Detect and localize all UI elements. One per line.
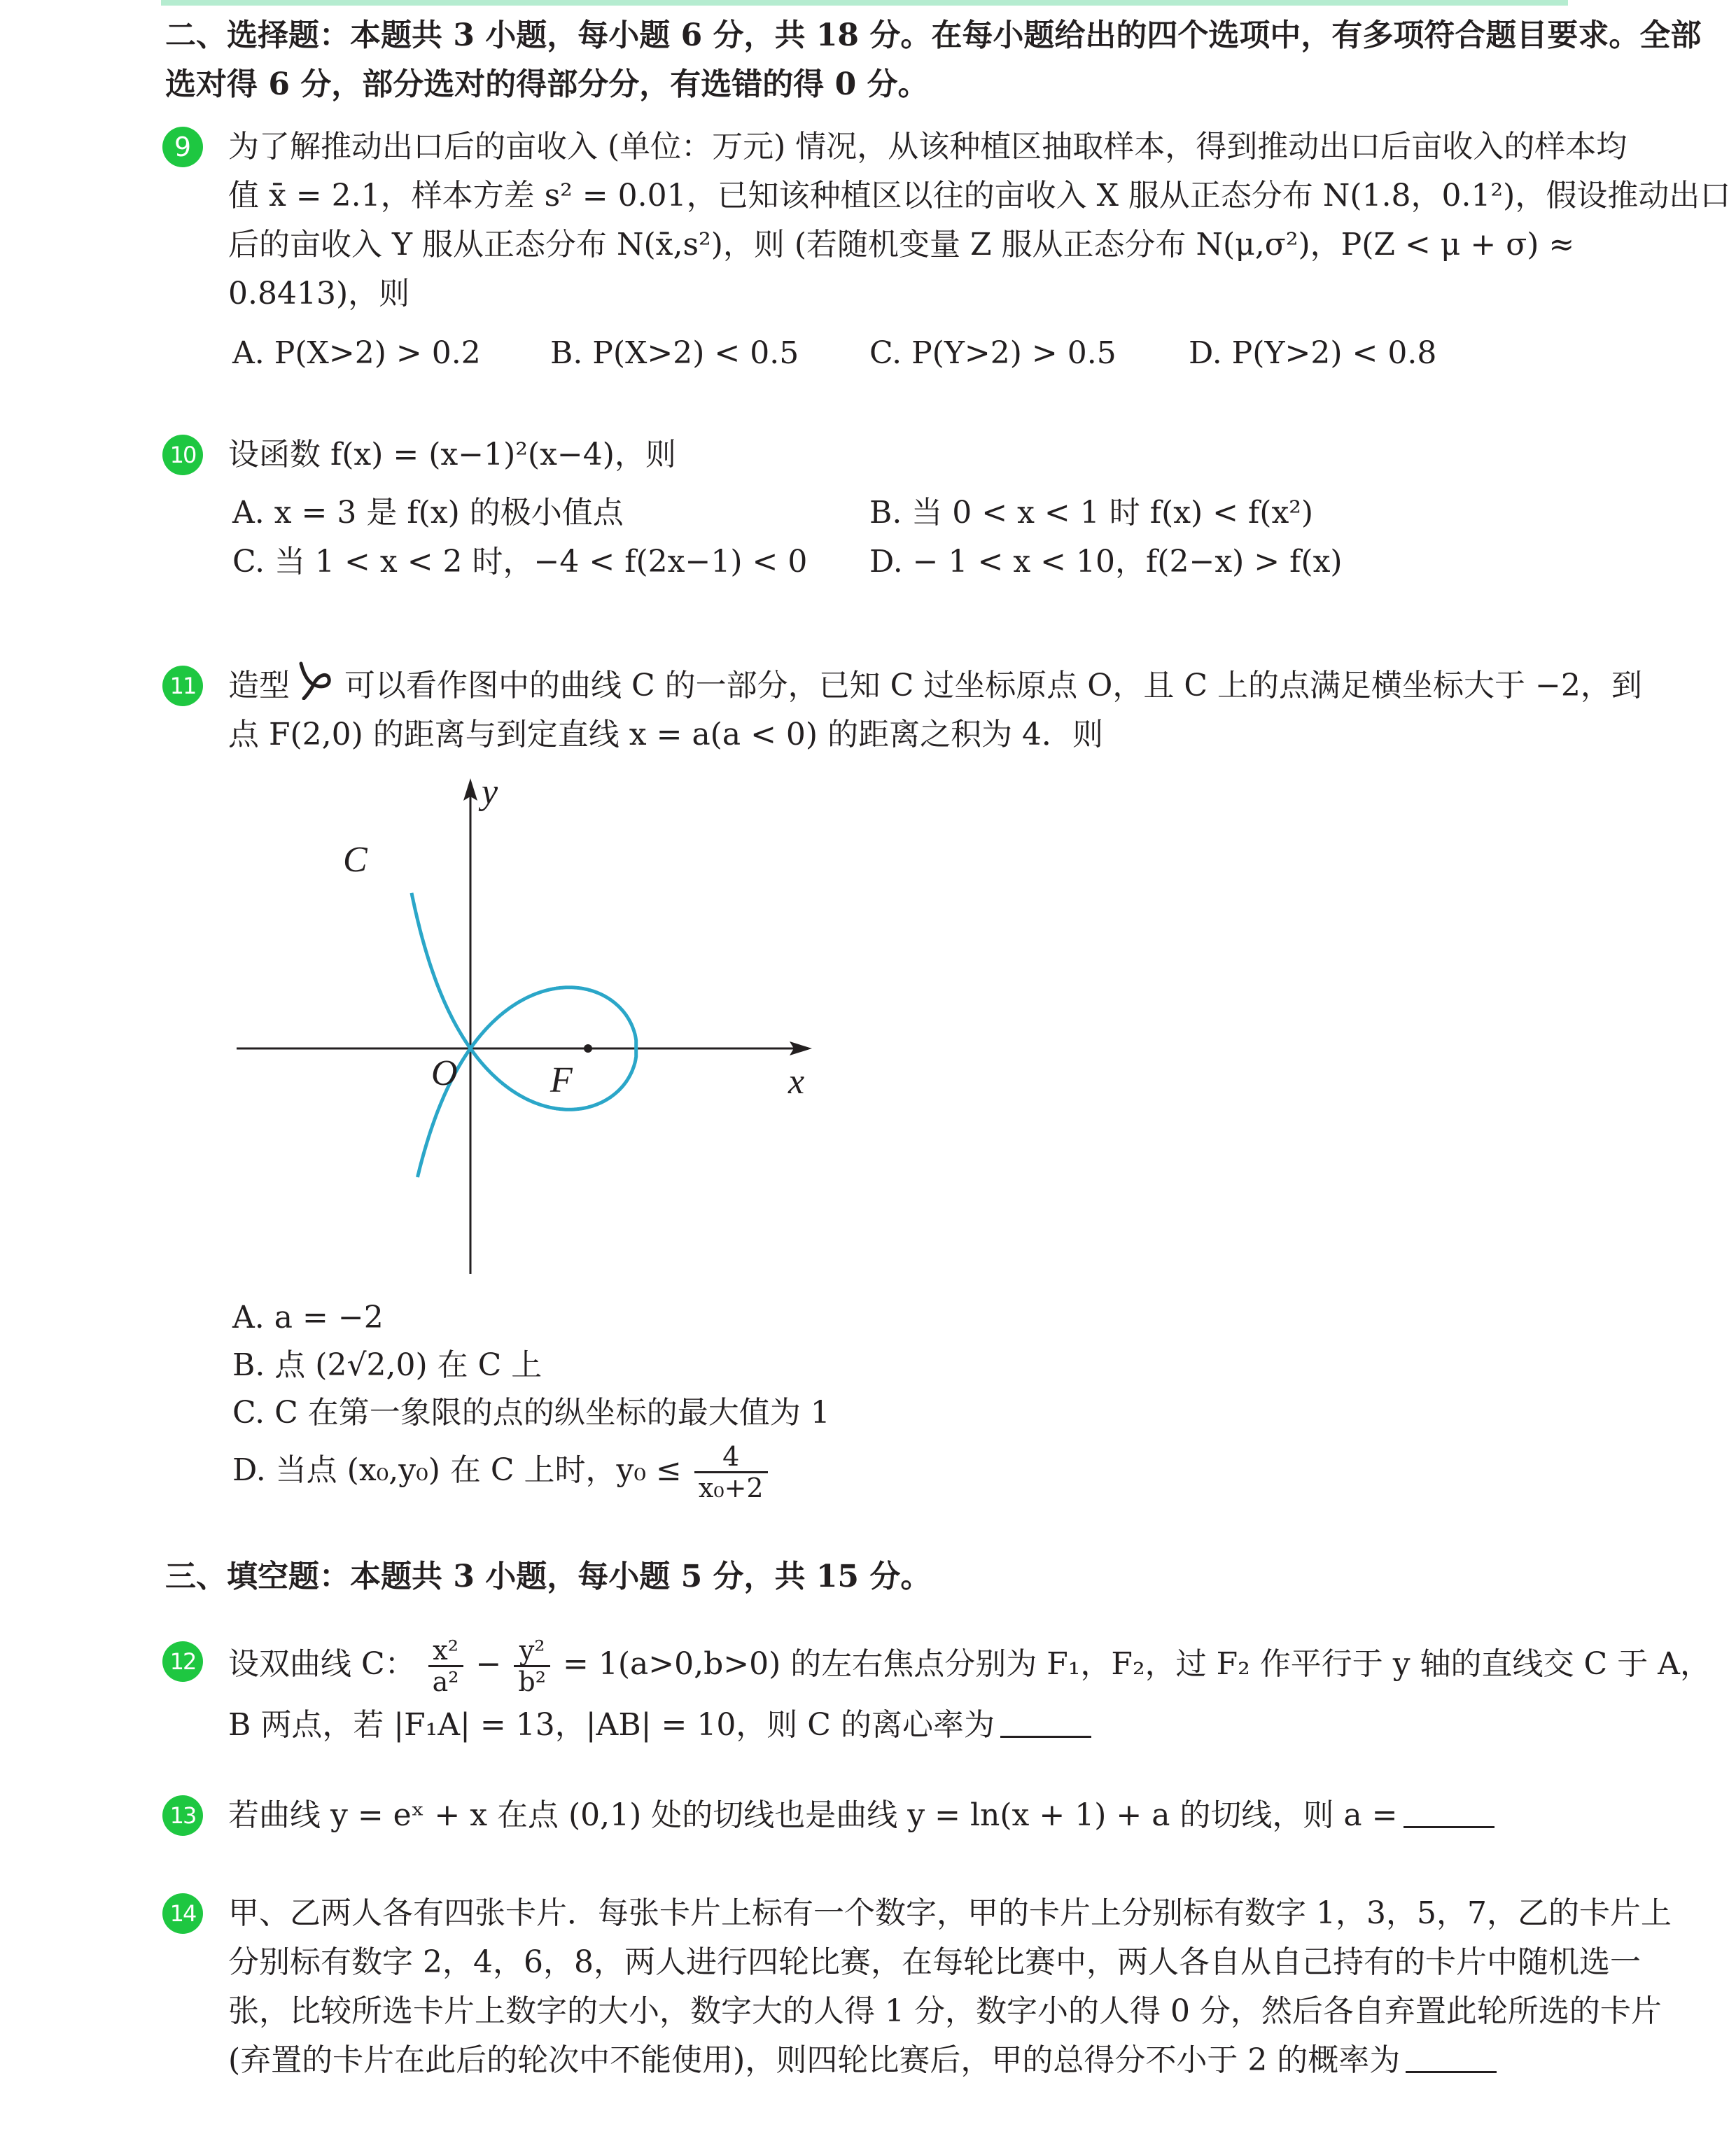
q12-fraction-y <box>514 1637 550 1695</box>
origin-label-o: O <box>431 1053 458 1093</box>
q9-text-line3: 后的亩收入 Y 服从正态分布 N(x̄,s²)，则 (若随机变量 Z 服从正态分布 N(μ,σ²)，P(Z < μ + σ) ≈ <box>228 227 1575 262</box>
focus-point-f <box>584 1044 592 1053</box>
q11-option-d <box>232 1443 771 1501</box>
x-axis-label: x <box>788 1062 805 1102</box>
q11-text-line2: 点 F(2,0) 的距离与到定直线 x = a(a < 0) 的距离之积为 4．则 <box>228 717 1104 752</box>
q9-option-a: A. P(X>2) > 0.2 <box>232 335 481 371</box>
curve-shape-glyph-icon <box>294 658 336 700</box>
q9-option-d: D. P(Y>2) < 0.8 <box>1189 335 1437 371</box>
section2-heading-line2: 选对得 6 分，部分选对的得部分分，有选错的得 0 分。 <box>165 66 929 102</box>
q12-minus: − <box>475 1646 502 1682</box>
q12-frac2-num: y² <box>514 1637 550 1667</box>
question-11-number: 11 <box>162 666 203 706</box>
q12-fraction-x <box>428 1637 463 1695</box>
section3-heading: 三、填空题：本题共 3 小题，每小题 5 分，共 15 分。 <box>165 1559 932 1594</box>
question-9-number: 9 <box>162 127 203 167</box>
q11-option-a: A. a = −2 <box>232 1300 384 1335</box>
top-accent-bar <box>161 0 1568 6</box>
question-12-number: 12 <box>162 1641 203 1682</box>
q9-option-c: C. P(Y>2) > 0.5 <box>869 335 1116 371</box>
q12-answer-blank <box>1000 1705 1091 1738</box>
curve-label-c: C <box>343 840 368 880</box>
q10-option-a: A. x = 3 是 f(x) 的极小值点 <box>232 495 624 531</box>
q12-frac2-den: b² <box>518 1666 546 1697</box>
q12-frac1-den: a² <box>432 1666 459 1697</box>
question-13-number: 13 <box>162 1795 203 1836</box>
q10-option-d: D. − 1 < x < 10，f(2−x) > f(x) <box>869 544 1343 580</box>
q12-suffix: = 1(a>0,b>0) 的左右焦点分别为 F₁，F₂，过 F₂ 作平行于 y 轴的直线交 C 于 A， <box>562 1646 1711 1682</box>
q10-stem: 设函数 f(x) = (x−1)²(x−4)，则 <box>228 437 676 472</box>
q12-line2 <box>228 1701 1091 1750</box>
q10-option-b: B. 当 0 < x < 1 时 f(x) < f(x²) <box>869 495 1314 531</box>
q13-text: 若曲线 y = eˣ + x 在点 (0,1) 处的切线也是曲线 y = ln(x + 1) + a 的切线，则 a = <box>228 1797 1398 1833</box>
q13-line <box>228 1791 1494 1840</box>
question-10-number: 10 <box>162 435 203 475</box>
q11-option-d-numerator: 4 <box>694 1443 768 1473</box>
q11-text-line1-b: 可以看作图中的曲线 C 的一部分，已知 C 过坐标原点 O，且 C 上的点满足横坐标大于 −2，到 <box>344 668 1642 703</box>
q12-prefix: 设双曲线 C： <box>228 1646 416 1682</box>
q14-line4-text: (弃置的卡片在此后的轮次中不能使用)，则四轮比赛后，甲的总得分不小于 2 的概率为 <box>228 2042 1401 2078</box>
q14-answer-blank <box>1406 2040 1497 2073</box>
question-14-number: 14 <box>162 1893 203 1934</box>
q11-option-b: B. 点 (2√2,0) 在 C 上 <box>232 1347 542 1383</box>
q14-line1: 甲、乙两人各有四张卡片．每张卡片上标有一个数字，甲的卡片上分别标有数字 1，3，5，7，乙的卡片上 <box>228 1895 1672 1931</box>
q11-text-line1-a: 造型 <box>228 668 290 703</box>
q9-text-line4: 0.8413)，则 <box>228 276 410 311</box>
q14-line4 <box>228 2036 1497 2085</box>
q11-option-d-denominator: x₀+2 <box>698 1473 764 1503</box>
q9-text-line1: 为了解推动出口后的亩收入 (单位：万元) 情况，从该种植区抽取样本，得到推动出口后亩收入的样本均 <box>228 129 1628 164</box>
focus-label-f: F <box>550 1060 573 1100</box>
q11-option-c: C. C 在第一象限的点的纵坐标的最大值为 1 <box>232 1395 830 1431</box>
q14-line3: 张，比较所选卡片上数字的大小，数字大的人得 1 分，数字小的人得 0 分，然后各自弃置此轮所选的卡片 <box>228 1993 1662 2029</box>
q14-line2: 分别标有数字 2，4，6，8，两人进行四轮比赛，在每轮比赛中，两人各自从自己持有的卡片中随机选一 <box>228 1944 1641 1980</box>
q10-option-c: C. 当 1 < x < 2 时，−4 < f(2x−1) < 0 <box>232 544 808 580</box>
q9-option-b: B. P(X>2) < 0.5 <box>550 335 799 371</box>
y-axis-label: y <box>482 772 498 812</box>
section2-heading-line1: 二、选择题：本题共 3 小题，每小题 6 分，共 18 分。在每小题给出的四个选项中，有多项符合题目要求。全部 <box>165 17 1702 53</box>
q9-text-line2: 值 x̄ = 2.1，样本方差 s² = 0.01，已知该种植区以往的亩收入 X 服从正态分布 N(1.8，0.1²)，假设推动出口 <box>228 178 1731 213</box>
q11-option-d-text: D. 当点 (x₀,y₀) 在 C 上时，y₀ ≤ <box>232 1452 682 1488</box>
q13-answer-blank <box>1404 1795 1494 1828</box>
q11-curve-figure <box>224 770 854 1288</box>
q11-option-d-fraction <box>694 1443 768 1501</box>
q12-frac1-num: x² <box>428 1637 463 1667</box>
q12-line2-text: B 两点，若 |F₁A| = 13，|AB| = 10，则 C 的离心率为 <box>228 1707 995 1743</box>
curve-c <box>412 893 636 1177</box>
q12-line1 <box>228 1637 1711 1695</box>
